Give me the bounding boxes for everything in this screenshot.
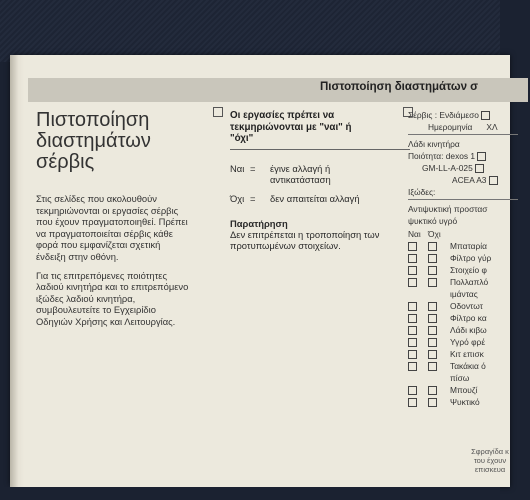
checkbox[interactable] [428,398,437,407]
checkbox[interactable] [428,362,437,371]
checkbox[interactable] [428,386,437,395]
checklist-item [408,276,528,288]
booklet-page [10,55,510,487]
gm-spec: GM-LL-A-025 [408,163,528,173]
checklist-label: Φίλτρο γύρ [450,253,492,263]
checkbox[interactable] [408,242,417,251]
left-column [36,110,216,335]
checkbox[interactable] [428,314,437,323]
checkbox[interactable] [428,266,437,275]
background-top [0,0,500,62]
checklist-label: Στοιχείο φ [450,265,487,275]
middle-heading: Οι εργασίες πρέπει να τεκμηριώνονται με "ναι" ή "όχι" [230,110,410,150]
checklist-item [408,252,528,264]
note-text: Δεν επιτρέπεται η τροποποίηση των προτυπωμένων στοιχείων. [230,228,380,251]
checklist-item [408,264,528,276]
checkbox[interactable] [408,266,417,275]
checklist-item [408,312,528,324]
oil-label: Λάδι κινητήρα [408,139,460,149]
checkbox[interactable] [408,302,417,311]
acea-spec: ACEA A3 [408,175,528,185]
no-definition: Όχι = δεν απαιτείται αλλαγή [230,192,360,204]
coolant-label: Αντιψυκτική προστασ [408,204,488,214]
checkbox[interactable] [428,326,437,335]
intro-paragraph: Στις σελίδες που ακολουθούν τεκμηριώνονται οι εργασίες σέρβις που έχουν πραγματοποιηθεί. Πρέπει να πραγματοποιείται σέρβις κάθε φορά που εμφανίζεται σχετική ένδειξη στην οθόνη. [36,193,188,262]
right-column [408,110,528,408]
checklist-item [408,396,528,408]
checkbox[interactable] [428,350,437,359]
checklist-item [408,300,528,312]
checklist-item [408,372,528,384]
divider-line [408,199,518,200]
checklist-item [408,288,528,300]
checklist-label: Κιτ επισκ [450,349,484,359]
yes-no-header: Ναι Όχι [408,229,441,239]
checkbox[interactable] [408,314,417,323]
checklist-label: Υγρό φρέ [450,337,486,347]
checklist-item [408,348,528,360]
checkbox[interactable] [408,338,417,347]
yes-definition: Ναι = έγινε αλλαγή ή αντικατάσταση [230,162,331,185]
checkbox[interactable] [428,338,437,347]
checkbox[interactable] [408,254,417,263]
checklist-label: Ψυκτικό [450,397,480,407]
middle-column [230,110,410,251]
checklist-item [408,336,528,348]
checklist-label: Φίλτρο κα [450,313,487,323]
oil-paragraph: Για τις επιτρεπόμενες ποιότητες λαδιού κινητήρα και το επιτρεπόμενο ιξώδες λαδιού κινητήρα, συμβουλευτείτε το Εγχειρίδιο Οδηγιών Χρήσης και Λειτουργίας. [36,269,189,327]
oil-quality: Ποιότητα: dexos 1 [408,151,528,161]
header-title: Πιστοποίηση διαστημάτων σ [320,81,479,93]
stamp-note: Σφραγίδα κ του έχουν επισκευα [471,447,509,474]
viscosity-label: Ιξώδες: [408,187,436,197]
checklist-item [408,324,528,336]
checkbox[interactable] [408,398,417,407]
checklist-item [408,384,528,396]
checkbox[interactable] [408,386,417,395]
checkbox[interactable] [489,176,498,185]
checklist-label: Τακάκια ό [450,361,486,371]
checklist-item [408,360,528,372]
checklist-label: Πολλαπλό [450,277,489,287]
background-bottom [0,487,500,500]
checkbox[interactable] [408,362,417,371]
divider-line [408,134,518,135]
note-title: Παρατήρηση [230,217,288,229]
page-title: Πιστοποίηση διαστημάτων σέρβις [36,109,151,173]
checklist [408,240,528,408]
checkbox[interactable] [428,254,437,263]
date-row: Ημερομηνία ΧΛ [428,122,498,132]
checkbox[interactable] [408,326,417,335]
checklist-label: Μπαταρία [450,241,487,251]
checklist-label: Λάδι κιβω [450,325,487,335]
checklist-label: Οδοντωτ [450,301,483,311]
checkbox[interactable] [408,278,417,287]
checkbox[interactable] [475,164,484,173]
checklist-label: πίσω [450,373,470,383]
checkbox[interactable] [408,350,417,359]
coolant-label-2: ψυκτικό υγρό [408,216,458,226]
checklist-item [408,240,528,252]
checkbox[interactable] [428,242,437,251]
service-type: Σέρβις : Ενδιάμεσο [408,110,528,120]
checkbox[interactable] [428,302,437,311]
checkbox[interactable] [477,152,486,161]
checklist-label: ιμάντας [450,289,478,299]
checkbox[interactable] [428,278,437,287]
checklist-label: Μπουζί [450,385,478,395]
checkbox[interactable] [481,111,490,120]
page-spine [10,55,24,487]
